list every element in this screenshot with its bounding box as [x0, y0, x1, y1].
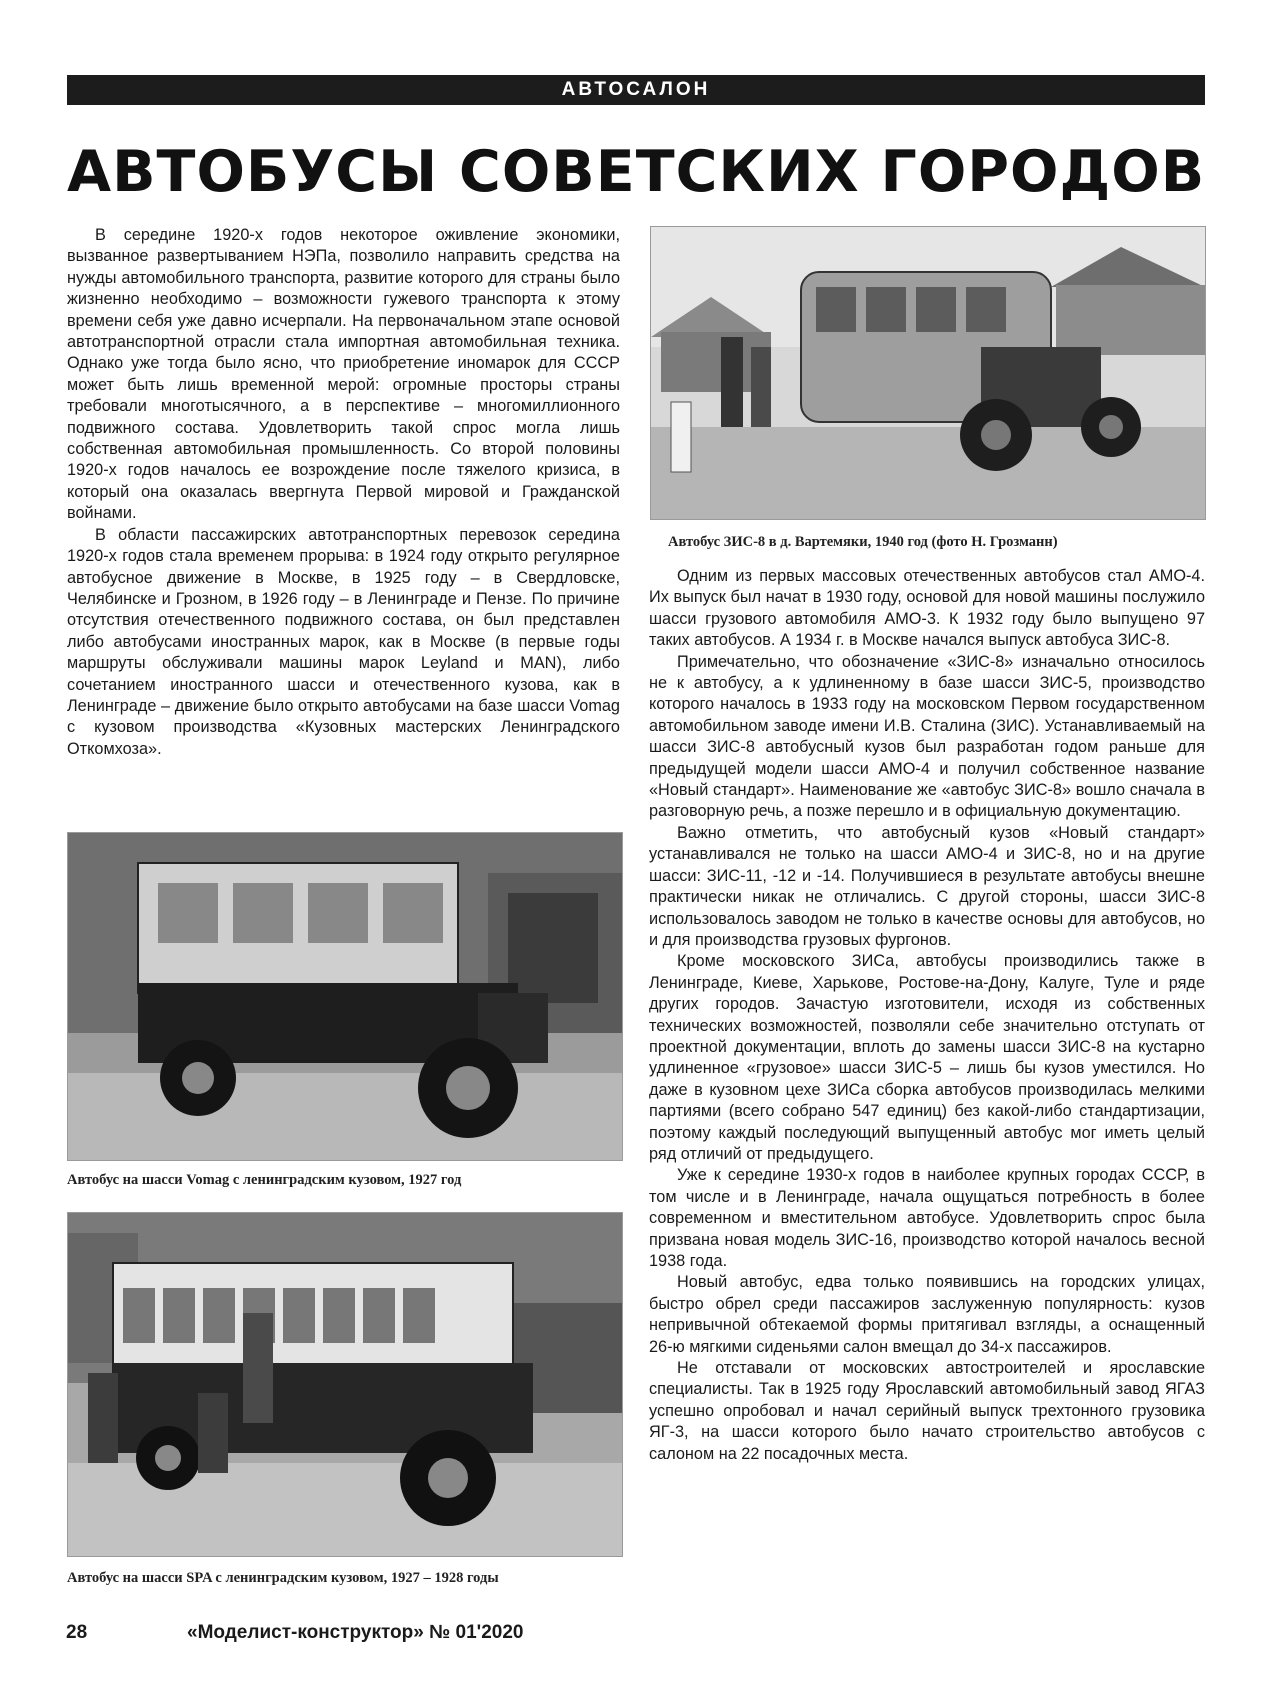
paragraph: В середине 1920-х годов некоторое оживление экономики, вызванное развертыванием НЭПа, позволило направить средства на нужды автомобильного транспорта, развитие которого для страны было жизненно необходимо – возможности гужевого транспорта к этому времени себя уже давно исчерпали. На первоначальном этапе основой автотранспортной отрасли стала импортная автомобильная техника. Однако уже тогда было ясно, что приобретение иномарок для СССР может быть лишь временной мерой: огромные просторы страны требовали многотысячного, а в перспективе – многомиллионного подвижного состава. Удовлетворить такой спрос могла лишь собственная автомобильная промышленность. Со второй половины 1920-х годов началось ее возрождение после тяжелого кризиса, в который она оказалась ввергнута Первой мировой и Гражданской войнами. — [67, 226, 620, 523]
article-title: АВТОБУСЫ СОВЕТСКИХ ГОРОДОВ — [67, 139, 1206, 205]
section-label: АВТОСАЛОН — [561, 79, 711, 100]
right-column-text — [649, 566, 1205, 1465]
paragraph: Кроме московского ЗИСа, автобусы производились также в Ленинграде, Киеве, Харькове, Ростове-на-Дону, Калуге, Туле и ряде других городов. Зачастую изготовители, исходя из собственных технических возможностей, позволяли себе значительно отступать от проектной документации, вплоть до замены шасси ЗИС-8 на кустарно удлиненное «грузовое» шасси ЗИС-5 – лишь бы кузов уместился. Но даже в кузовном цехе ЗИСа сборка автобусов производилась мелкими партиями (всего собрано 547 единиц) без какой-либо стандартизации, поэтому каждый последующий выпущенный автобус мог иметь целый ряд отличий от предыдущего. — [649, 952, 1205, 1163]
paragraph: Важно отметить, что автобусный кузов «Новый стандарт» устанавливался не только на шасси АМО-4 и ЗИС-8, но и на другие шасси: ЗИС-11, -12 и -14. Получившиеся в результате автобусы внешне практически никак не отличались. С другой стороны, шасси ЗИС-8 использовалось заводом не только в качестве основы для автобусов, но и для производства грузовых фургонов. — [649, 823, 1205, 949]
photo-vomag-bus — [67, 832, 623, 1161]
paragraph: В области пассажирских автотранспортных перевозок середина 1920-х годов стала временем прорыва: в 1924 году открыто регулярное автобусное движение в Москве, в 1925 году – в Свердловске, Челябинске и Грозном, в 1926 году – в Ленинграде и Пензе. По причине отсутствия отечественного подвижного состава, он был представлен либо автобусами иностранных марок, как в Москве (в первые годы маршруты обслуживали машины марок Leyland и MAN), либо сочетанием иностранного шасси и отечественного кузова, как в Ленинграде – движение было открыто автобусами на базе шасси Vomag с кузовом производства «Кузовных мастерских Ленинградского Откомхоза». — [67, 525, 620, 758]
photo-caption: Автобус на шасси SPA с ленинградским кузовом, 1927 – 1928 годы — [67, 1570, 499, 1586]
page-number: 28 — [66, 1622, 88, 1643]
photo-caption: Автобус ЗИС-8 в д. Вартемяки, 1940 год (фото Н. Грозманн) — [668, 534, 1058, 550]
paragraph: Примечательно, что обозначение «ЗИС-8» изначально относилось не к автобусу, а к удлиненному в базе шасси ЗИС-5, производство которого началось в 1933 году на московском Первом государственном автомобильном заводе имени И.В. Сталина (ЗИС). Устанавливаемый на шасси ЗИС-8 автобусный кузов был разработан годом раньше для предыдущей модели шасси АМО-4 и получил собственное название «Новый стандарт». Наименование же «автобус ЗИС-8» вошло сначала в разговорную речь, а позже перешло и в официальную документацию. — [649, 652, 1205, 821]
magazine-issue: «Моделист-конструктор» № 01'2020 — [187, 1622, 524, 1643]
paragraph: Новый автобус, едва только появившись на городских улицах, быстро обрел среди пассажиров заслуженную популярность: кузов непривычной обтекаемой формы притягивал взгляды, а оснащенный 26-ю мягкими сиденьями салон вмещал до 34-х пассажиров. — [649, 1273, 1205, 1356]
paragraph: Уже к середине 1930-х годов в наиболее крупных городах СССР, в том числе и в Ленинграде, начала ощущаться потребность в более современном и вместительном автобусе. Удовлетворить спрос была призвана новая модель ЗИС-16, производство которой началось весной 1938 года. — [649, 1166, 1205, 1270]
paragraph: Одним из первых массовых отечественных автобусов стал АМО-4. Их выпуск был начат в 1930 году, основой для новой машины послужило шасси грузового автомобиля АМО-3. К 1932 году было выпущено 97 таких автобусов. А 1934 г. в Москве начался выпуск автобуса ЗИС-8. — [649, 567, 1205, 650]
photo-caption: Автобус на шасси Vomag с ленинградским кузовом, 1927 год — [67, 1172, 462, 1188]
section-header-bar — [67, 75, 1205, 105]
photo-zis8-bus — [650, 226, 1206, 520]
left-column-text — [67, 225, 620, 760]
paragraph: Не отставали от московских автостроителей и ярославские специалисты. Так в 1925 году Ярославский автомобильный завод ЯГАЗ успешно опробовал и начал серийный выпуск трехтонного грузовика ЯГ-3, на шасси которого было начато строительство автобусов с салоном на 22 посадочных места. — [649, 1359, 1205, 1463]
photo-spa-bus — [67, 1212, 623, 1557]
